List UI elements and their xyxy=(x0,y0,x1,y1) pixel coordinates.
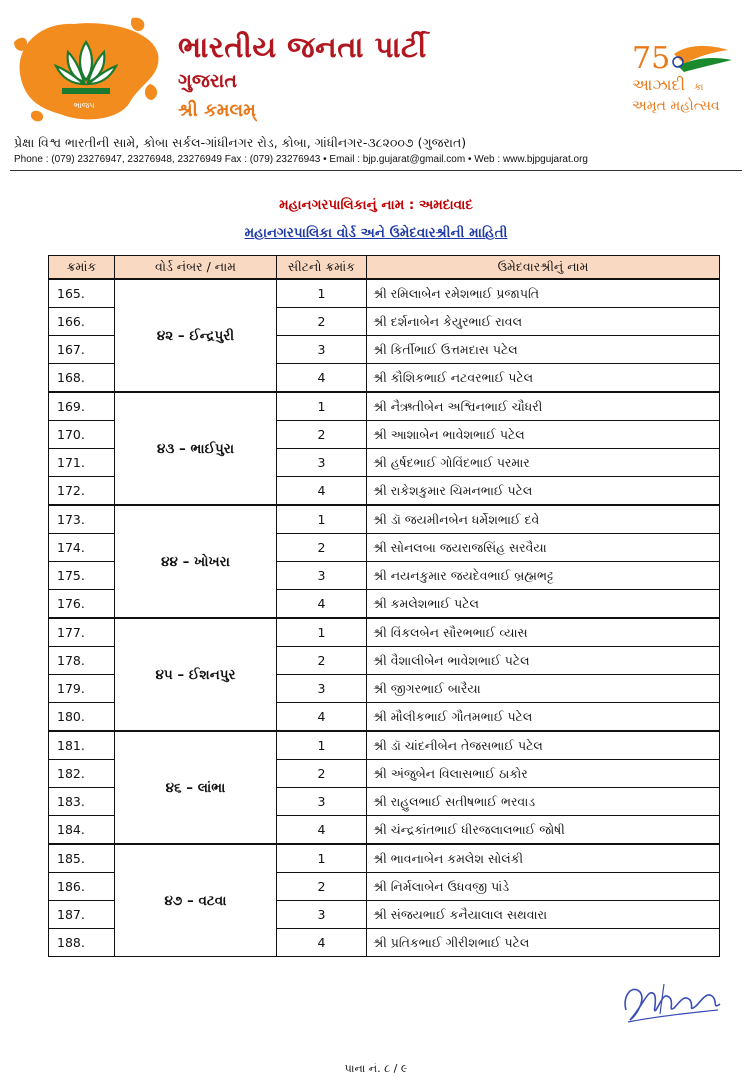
seat-cell: 2 xyxy=(277,308,367,336)
candidate-name-cell: શ્રી પ્રતિકભાઈ ગીરીશભાઈ પટેલ xyxy=(367,929,720,957)
party-state: ગુજરાત xyxy=(178,70,237,92)
azadi-ka-amrit-mahotsav-logo-icon xyxy=(628,38,740,118)
seat-cell: 3 xyxy=(277,562,367,590)
ward-cell: ૪૬ – લાંભા xyxy=(115,731,277,844)
seat-cell: 4 xyxy=(277,816,367,845)
azadi-number: 75 xyxy=(632,41,671,76)
candidate-name-cell: શ્રી કિર્તીભાઈ ઉત્તમદાસ પટેલ xyxy=(367,336,720,364)
serial-cell: 179. xyxy=(49,675,115,703)
address-line: પ્રેક્ષા વિશ્વ ભારતીની સામે, કોબા સર્કલ-ગાંધીનગર રોડ, કોબા, ગાંધીનગર-૩૮૨૦૦૭ (ગુજરાત) xyxy=(14,135,467,150)
candidate-name-cell: શ્રી કમલેશભાઈ પટેલ xyxy=(367,590,720,619)
table-row xyxy=(49,505,720,534)
serial-cell: 174. xyxy=(49,534,115,562)
seat-cell: 3 xyxy=(277,336,367,364)
serial-cell: 185. xyxy=(49,844,115,873)
seat-cell: 1 xyxy=(277,618,367,647)
azadi-ka: કા xyxy=(694,82,704,93)
ward-cell: ૪૫ – ઈશનપુર xyxy=(115,618,277,731)
seat-cell: 2 xyxy=(277,760,367,788)
candidate-name-cell: શ્રી ચંન્દ્રકાંતભાઈ ધીરજલાલભાઈ જોષી xyxy=(367,816,720,845)
contact-line: Phone : (079) 23276947, 23276948, 23276949 Fax : (079) 23276943 • Email : bjp.gujarat@gmail.com • Web : www.bjpgujarat.org xyxy=(14,154,588,165)
candidate-name-cell: શ્રી સોનલબા જયરાજસિંહ સરવૈયા xyxy=(367,534,720,562)
serial-cell: 166. xyxy=(49,308,115,336)
serial-cell: 184. xyxy=(49,816,115,845)
table-row xyxy=(49,844,720,873)
table-row xyxy=(49,392,720,421)
seat-cell: 1 xyxy=(277,505,367,534)
serial-cell: 168. xyxy=(49,364,115,393)
candidate-name-cell: શ્રી મૌલીકભાઈ ગૌતમભાઈ પટેલ xyxy=(367,703,720,732)
serial-cell: 172. xyxy=(49,477,115,506)
seat-cell: 4 xyxy=(277,477,367,506)
candidate-name-cell: શ્રી કૌશિકભાઈ નટવરભાઈ પટેલ xyxy=(367,364,720,393)
header-divider xyxy=(10,170,742,171)
candidate-name-cell: શ્રી દર્શનાબેન કેયુરભાઈ રાવલ xyxy=(367,308,720,336)
seat-cell: 2 xyxy=(277,534,367,562)
table-header-row xyxy=(49,256,720,280)
seat-cell: 3 xyxy=(277,449,367,477)
letterhead xyxy=(0,0,752,175)
seat-cell: 3 xyxy=(277,675,367,703)
table-row xyxy=(49,731,720,760)
ward-group xyxy=(49,618,720,731)
serial-cell: 187. xyxy=(49,901,115,929)
ward-group xyxy=(49,505,720,618)
serial-cell: 181. xyxy=(49,731,115,760)
candidate-name-cell: શ્રી આશાબેન ભાવેશભાઈ પટેલ xyxy=(367,421,720,449)
table-row xyxy=(49,279,720,308)
seat-cell: 2 xyxy=(277,873,367,901)
candidate-name-cell: શ્રી રાકેશકુમાર ચિમનભાઈ પટેલ xyxy=(367,477,720,506)
serial-cell: 177. xyxy=(49,618,115,647)
seat-cell: 4 xyxy=(277,364,367,393)
candidate-name-cell: શ્રી નૈઋતીબેન અશ્વિનભાઈ ચૌધરી xyxy=(367,392,720,421)
serial-cell: 173. xyxy=(49,505,115,534)
seat-cell: 3 xyxy=(277,788,367,816)
page-number: પાના નં. ૮ / ૯ xyxy=(344,1062,408,1075)
ward-cell: ૪૩ – ભાઈપુરા xyxy=(115,392,277,505)
logo-caption: ભાજપ xyxy=(73,101,95,110)
ward-cell: ૪૪ – ખોખરા xyxy=(115,505,277,618)
candidate-name-cell: શ્રી જીગરભાઈ બારૈયા xyxy=(367,675,720,703)
bjp-lotus-logo-icon xyxy=(12,14,162,126)
serial-cell: 188. xyxy=(49,929,115,957)
ward-cell: ૪૨ – ઈન્દ્રપુરી xyxy=(115,279,277,392)
candidate-name-cell: શ્રી રમિલાબેન રમેશભાઈ પ્રજાપતિ xyxy=(367,279,720,308)
seat-cell: 1 xyxy=(277,392,367,421)
seat-cell: 4 xyxy=(277,590,367,619)
header-serial: ક્રમાંક xyxy=(49,256,115,280)
handwritten-signature xyxy=(618,970,728,1030)
seat-cell: 4 xyxy=(277,703,367,732)
header-seat: સીટનો ક્રમાંક xyxy=(277,256,367,280)
azadi-line1: આઝાદી xyxy=(632,75,686,94)
serial-cell: 171. xyxy=(49,449,115,477)
seat-cell: 1 xyxy=(277,279,367,308)
party-name: ભારતીય જનતા પાર્ટી xyxy=(178,30,427,64)
serial-cell: 182. xyxy=(49,760,115,788)
candidate-name-cell: શ્રી ડૉ જયમીનબેન ધર્મેશભાઈ દવે xyxy=(367,505,720,534)
candidate-name-cell: શ્રી ડૉ ચાંદનીબેન તેજસભાઈ પટેલ xyxy=(367,731,720,760)
seat-cell: 4 xyxy=(277,929,367,957)
candidate-name-cell: શ્રી અંજુબેન વિલાસભાઈ ઠાકોર xyxy=(367,760,720,788)
table-row xyxy=(49,618,720,647)
seat-cell: 1 xyxy=(277,731,367,760)
ward-group xyxy=(49,279,720,392)
ward-cell: ૪૭ – વટવા xyxy=(115,844,277,957)
ward-group xyxy=(49,392,720,505)
seat-cell: 2 xyxy=(277,647,367,675)
candidate-name-cell: શ્રી સંજયભાઈ કનૈયાલાલ સથવારા xyxy=(367,901,720,929)
serial-cell: 180. xyxy=(49,703,115,732)
party-slogan: શ્રી કમલમ્ xyxy=(178,100,256,121)
candidate-name-cell: શ્રી વૈશાલીબેન ભાવેશભાઈ પટેલ xyxy=(367,647,720,675)
serial-cell: 183. xyxy=(49,788,115,816)
serial-cell: 165. xyxy=(49,279,115,308)
azadi-line2: અમૃત મહોત્સવ xyxy=(632,98,720,114)
candidate-name-cell: શ્રી ભાવનાબેન કમલેશ સોલંકી xyxy=(367,844,720,873)
serial-cell: 170. xyxy=(49,421,115,449)
serial-cell: 178. xyxy=(49,647,115,675)
ward-group xyxy=(49,731,720,844)
candidate-name-cell: શ્રી વિંકલબેન સૌરભભાઈ વ્યાસ xyxy=(367,618,720,647)
corporation-title: મહાનગરપાલિકાનું નામ : અમદાવાદ xyxy=(279,197,473,213)
ward-group xyxy=(49,844,720,957)
seat-cell: 1 xyxy=(277,844,367,873)
table-subtitle: મહાનગરપાલિકા વોર્ડ અને ઉમેદવારશ્રીની માહિતી xyxy=(244,225,508,241)
candidate-name-cell: શ્રી નિર્મલાબેન ઉધવજી પાંડે xyxy=(367,873,720,901)
seat-cell: 2 xyxy=(277,421,367,449)
candidate-name-cell: શ્રી રાહુલભાઈ સતીષભાઈ ભરવાડ xyxy=(367,788,720,816)
serial-cell: 186. xyxy=(49,873,115,901)
seat-cell: 3 xyxy=(277,901,367,929)
header-ward: વોર્ડ નંબર / નામ xyxy=(115,256,277,280)
serial-cell: 175. xyxy=(49,562,115,590)
header-candidate: ઉમેદવારશ્રીનું નામ xyxy=(367,256,720,280)
serial-cell: 176. xyxy=(49,590,115,619)
candidate-name-cell: શ્રી હર્ષદભાઈ ગોવિંદભાઈ પરમાર xyxy=(367,449,720,477)
serial-cell: 169. xyxy=(49,392,115,421)
serial-cell: 167. xyxy=(49,336,115,364)
candidate-name-cell: શ્રી નયનકુમાર જયદેવભાઈ બ્રહ્મભટ્ટ xyxy=(367,562,720,590)
candidates-table xyxy=(48,255,720,957)
